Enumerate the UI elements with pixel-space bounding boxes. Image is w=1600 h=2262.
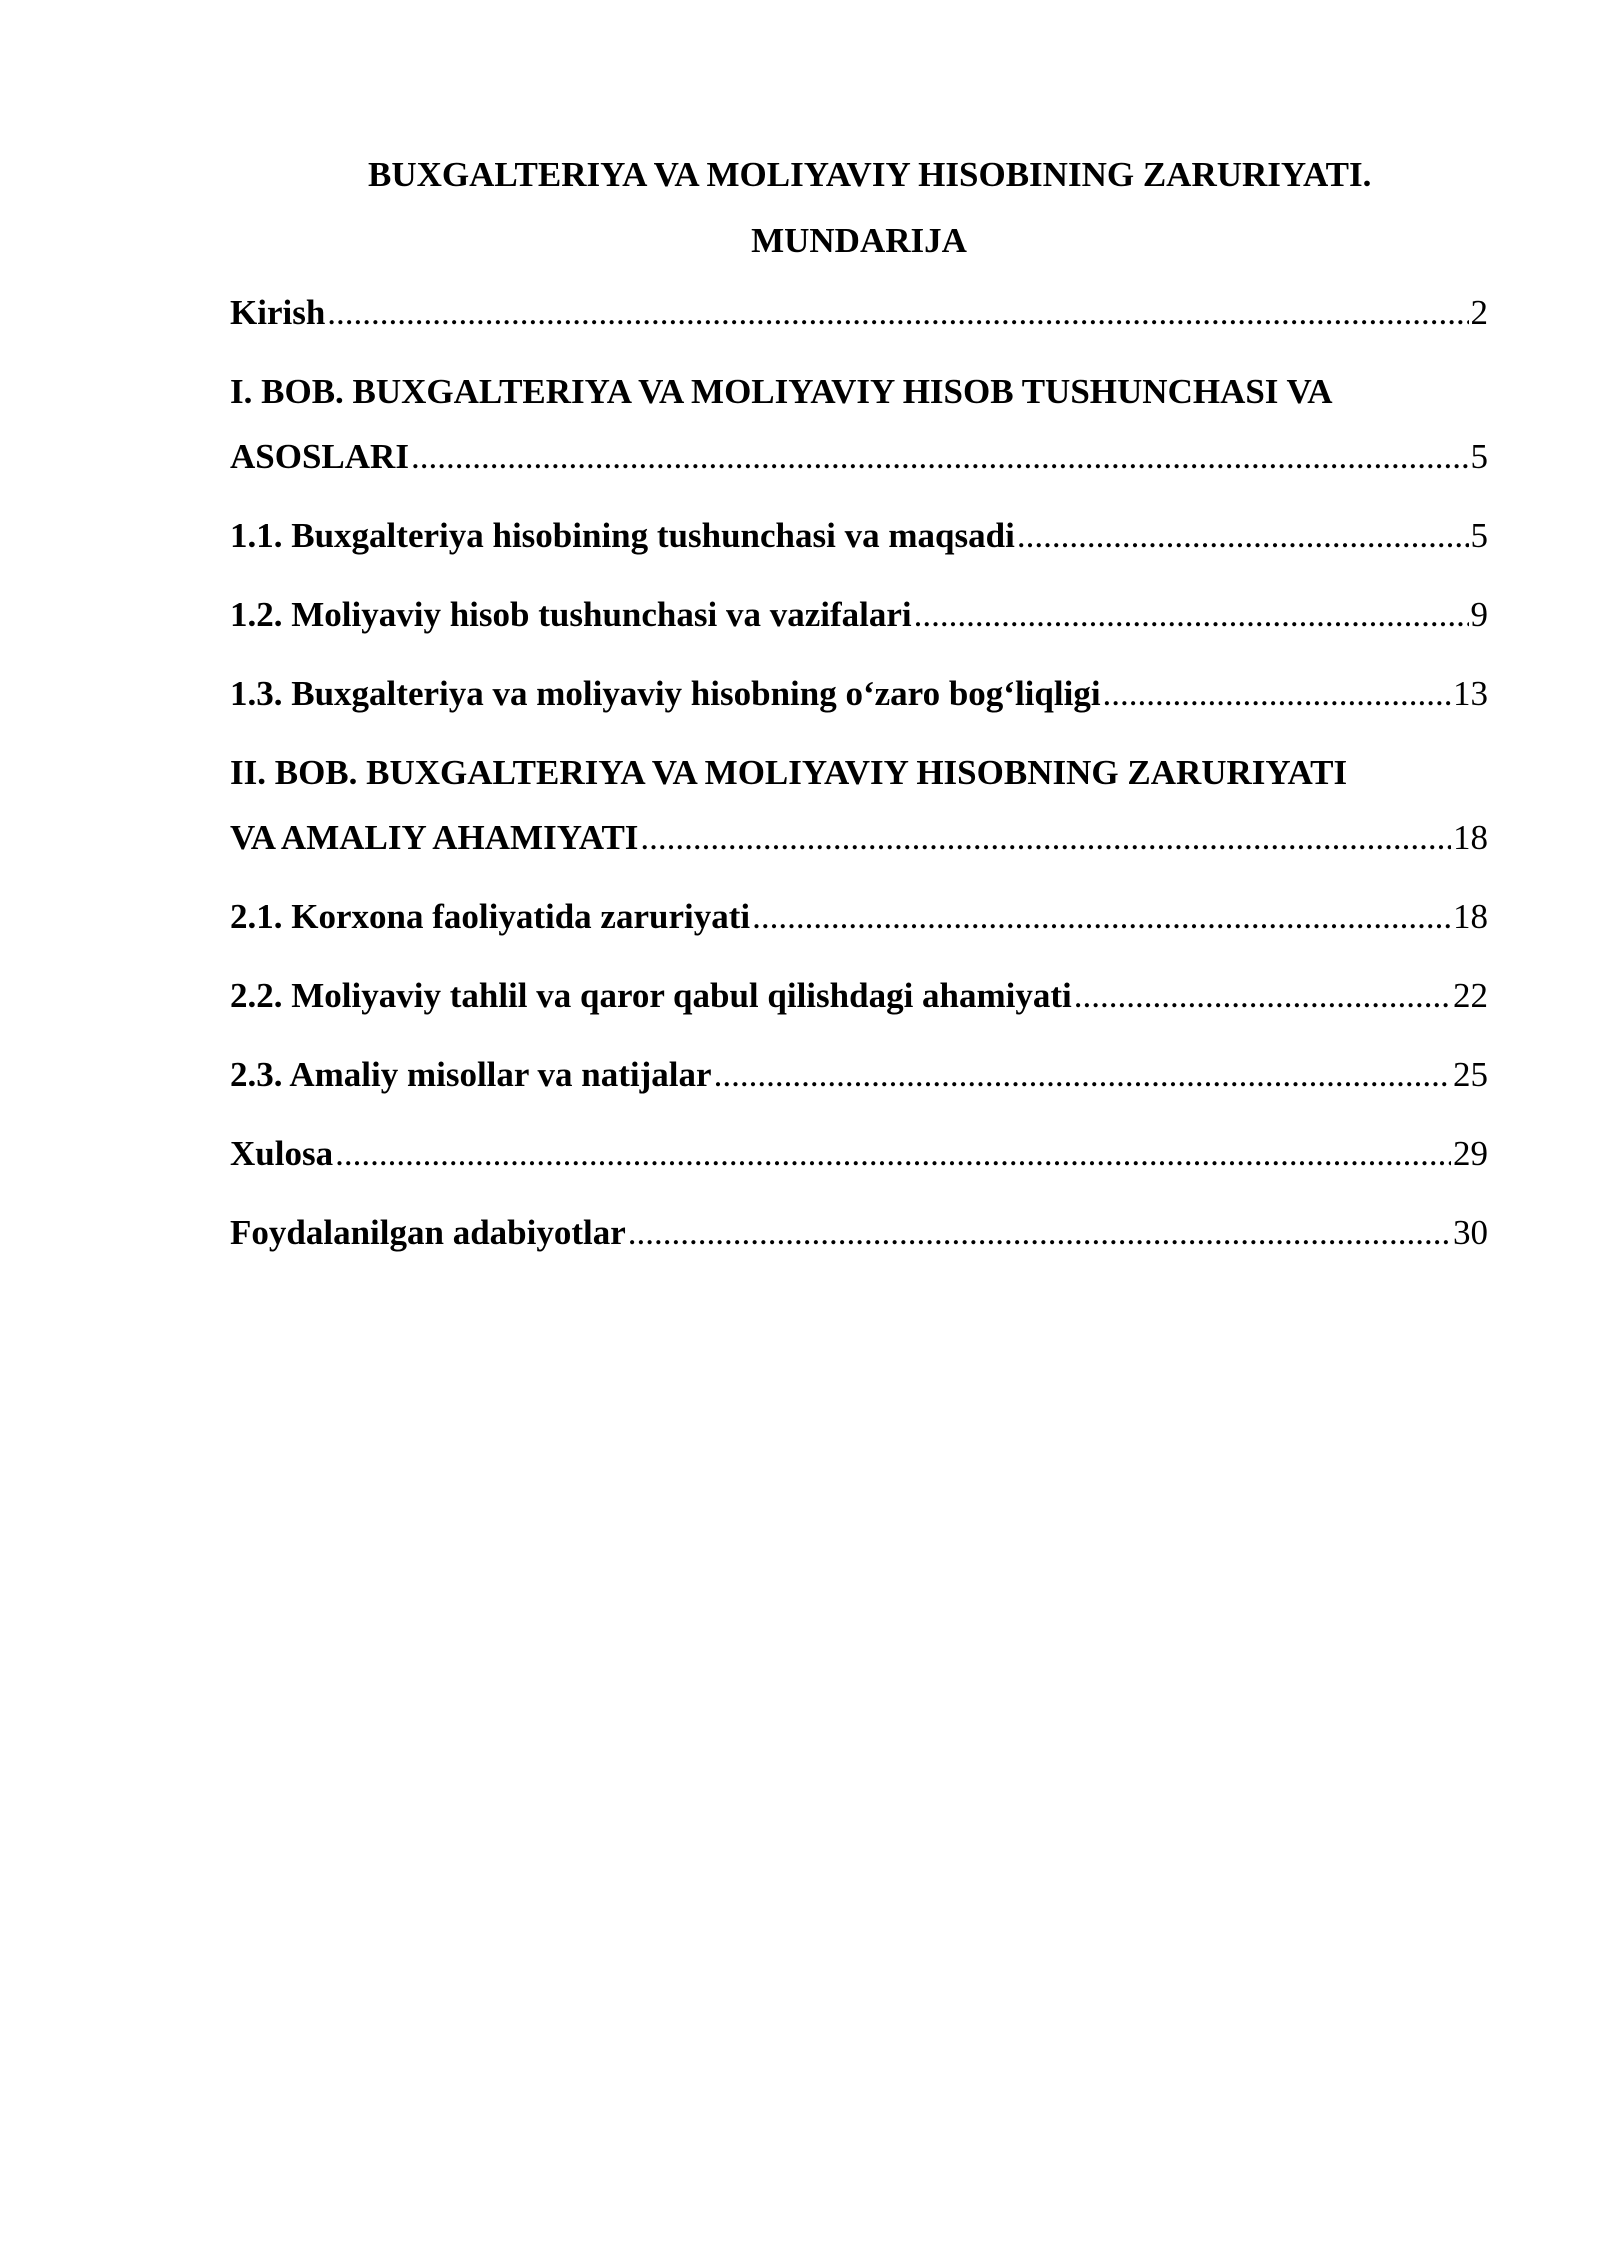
toc-page-number: 9: [1470, 595, 1488, 634]
toc-page-number: 5: [1470, 437, 1488, 476]
toc-entry-label: 2.2. Moliyaviy tahlil va qaror qabul qilishdagi ahamiyati: [230, 976, 1072, 1015]
toc-entry-2-1: [230, 884, 1488, 949]
toc-entry-chapter-1: [230, 359, 1488, 489]
toc-page-number: 2: [1470, 293, 1488, 332]
toc-entry-label: 2.3. Amaliy misollar va natijalar: [230, 1055, 712, 1094]
toc-entry-label: ASOSLARI: [230, 437, 409, 476]
toc-leader-dots: [714, 1042, 1451, 1107]
toc-page-number: 30: [1453, 1213, 1488, 1252]
toc-entry-kirish: [230, 280, 1488, 345]
toc-leader-dots: [1103, 661, 1451, 726]
toc-entry-1-3: [230, 661, 1488, 726]
toc-page-number: 22: [1453, 976, 1488, 1015]
toc-leader-dots: [914, 582, 1469, 647]
toc-entry-2-2: [230, 963, 1488, 1028]
toc-leader-dots: [335, 1121, 1451, 1186]
toc-entry-label: Foydalanilgan adabiyotlar: [230, 1213, 626, 1252]
toc-leader-dots: [1017, 503, 1469, 568]
toc-page-number: 25: [1453, 1055, 1488, 1094]
toc-entry-label-line1: I. BOB. BUXGALTERIYA VA MOLIYAVIY HISOB TUSHUNCHASI VA: [230, 372, 1333, 411]
toc-leader-dots: [327, 280, 1468, 345]
toc-entry-label: 1.2. Moliyaviy hisob tushunchasi va vazifalari: [230, 595, 912, 634]
toc-entry-2-3: [230, 1042, 1488, 1107]
toc-entry-adabiyotlar: [230, 1200, 1488, 1265]
toc-entry-label-line1: II. BOB. BUXGALTERIYA VA MOLIYAVIY HISOBNING ZARURIYATI: [230, 753, 1348, 792]
toc-page-number: 13: [1453, 674, 1488, 713]
toc-leader-dots: [628, 1200, 1451, 1265]
toc-entry-label: Kirish: [230, 293, 326, 332]
toc-page-number: 5: [1470, 516, 1488, 555]
toc-leader-dots: [640, 805, 1451, 870]
toc-page-number: 18: [1453, 897, 1488, 936]
toc-entry-label: 2.1. Korxona faoliyatida zaruriyati: [230, 897, 751, 936]
toc-entry-label: 1.1. Buxgalteriya hisobining tushunchasi va maqsadi: [230, 516, 1015, 555]
document-title: BUXGALTERIYA VA MOLIYAVIY HISOBINING ZARURIYATI.: [368, 155, 1372, 194]
toc-entry-1-1: [230, 503, 1488, 568]
toc-heading: MUNDARIJA: [751, 221, 967, 260]
toc-entry-1-2: [230, 582, 1488, 647]
toc-entry-xulosa: [230, 1121, 1488, 1186]
toc-entry-label: Xulosa: [230, 1134, 334, 1173]
toc-entry-label: VA AMALIY AHAMIYATI: [230, 818, 639, 857]
toc-page-number: 29: [1453, 1134, 1488, 1173]
toc-leader-dots: [411, 424, 1469, 489]
toc-leader-dots: [752, 884, 1451, 949]
toc-leader-dots: [1074, 963, 1451, 1028]
toc-entry-chapter-2: [230, 740, 1488, 870]
toc-entry-label: 1.3. Buxgalteriya va moliyaviy hisobning o‘zaro bog‘liqligi: [230, 674, 1101, 713]
toc-page-number: 18: [1453, 818, 1488, 857]
table-of-contents: [230, 280, 1488, 1279]
